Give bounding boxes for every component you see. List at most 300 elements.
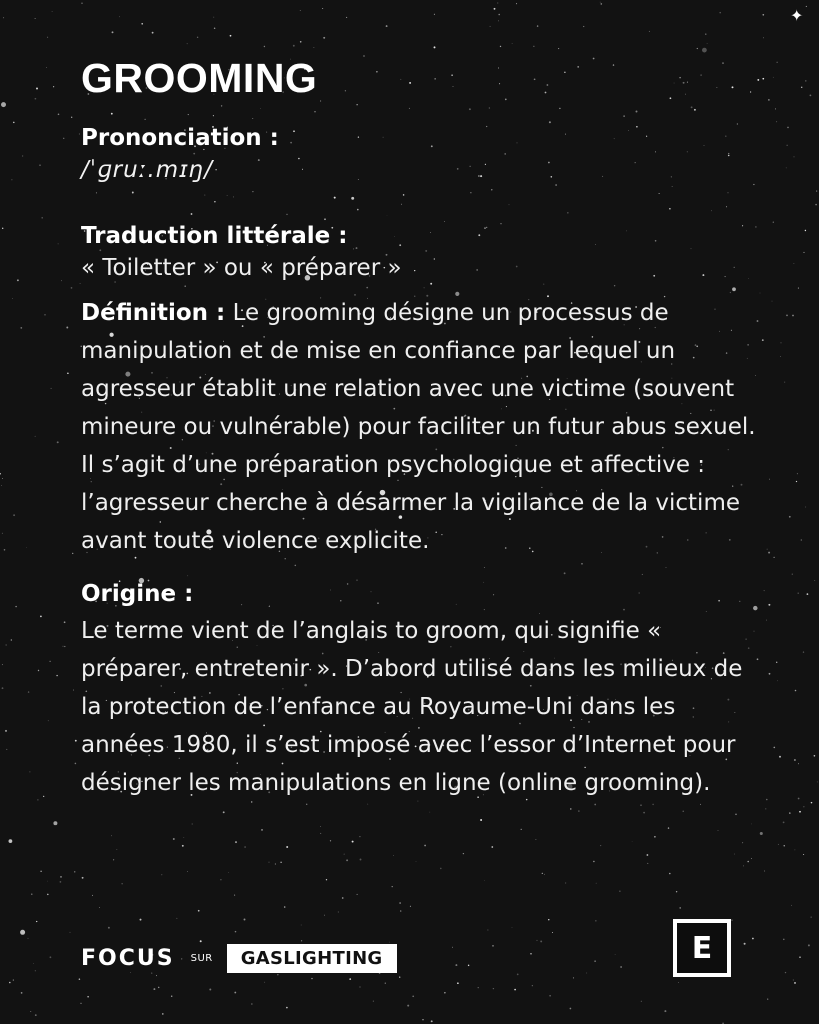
star [311,978,312,979]
star [807,593,809,595]
star [66,327,68,329]
star [764,590,765,591]
star [767,549,768,550]
star [751,824,752,825]
star [171,995,172,996]
brand-logo [673,919,731,977]
star [600,2,601,3]
star [6,749,7,750]
star [82,877,84,879]
star [346,859,348,861]
star [494,8,496,10]
star [787,145,788,146]
star [817,781,818,782]
star [697,48,698,49]
star [214,27,216,29]
star [763,37,764,38]
star [338,912,339,913]
star [79,978,81,980]
star [498,14,500,16]
star [786,168,787,169]
star [805,80,806,81]
star [63,646,64,647]
star [811,802,813,804]
page-title: GROOMING [81,55,318,101]
star [13,122,15,124]
series-tag: GASLIGHTING [227,944,397,973]
translation-label: Traduction littérale : [81,223,348,249]
star [92,895,93,896]
star [791,905,792,906]
star [360,987,361,988]
star [326,879,327,880]
star [300,41,302,43]
star [752,938,754,940]
star [751,858,752,859]
star [777,680,778,681]
star [264,982,265,983]
star [798,593,799,594]
star [40,871,41,872]
star [2,228,3,229]
star [533,46,534,47]
star [56,675,57,676]
star [805,507,806,508]
star [410,906,411,907]
star [20,930,25,935]
star [342,897,344,899]
star [286,1007,288,1009]
star [75,763,77,765]
star [422,1019,423,1020]
star [21,992,23,994]
star [52,11,53,12]
star [392,886,393,887]
star [773,77,774,78]
origin-label: Origine : [81,581,194,607]
star [71,287,73,289]
star [36,88,38,90]
star [112,31,114,33]
star [113,859,114,860]
star [803,806,804,807]
star [707,43,708,44]
star [323,37,325,39]
star [806,6,807,7]
star [244,919,246,921]
star [762,339,764,341]
star [647,863,648,864]
star [399,976,400,977]
star [33,963,34,964]
star [187,871,188,872]
star [197,37,198,38]
star [79,134,80,135]
star [532,985,533,986]
star [407,1005,409,1007]
star [789,812,791,814]
star [64,621,66,623]
star [815,204,817,206]
star [537,25,538,26]
star [798,798,800,800]
origin-section [81,576,761,802]
star [58,114,60,116]
star [29,771,30,772]
definition-section [81,294,761,560]
star [228,872,229,873]
star [22,155,23,156]
star [192,823,193,824]
star [796,481,797,482]
star [30,1011,31,1012]
star [797,473,798,474]
star [251,1003,252,1004]
star [28,691,29,692]
star [53,86,54,87]
star [773,557,774,558]
star [187,43,188,44]
star [9,839,13,843]
star [122,883,123,884]
star [400,910,402,912]
star [619,891,620,892]
star [811,917,812,918]
star [431,1020,433,1022]
star [26,547,27,548]
star [780,356,781,357]
sur-label: SUR [190,952,213,964]
star [776,662,777,663]
star [595,920,596,921]
star [593,861,594,862]
star [789,516,791,518]
star [669,873,671,875]
star [573,977,574,978]
star [565,882,566,883]
star [11,639,12,640]
star [111,835,112,836]
star [500,46,501,47]
star [346,17,347,18]
star [47,37,48,38]
pronunciation-label: Prononciation : [81,125,279,151]
logo-letter: E [691,930,713,966]
star [792,574,793,575]
star [35,98,37,100]
star [28,938,29,939]
star [814,755,816,757]
star [87,996,88,997]
star [487,930,488,931]
star [784,382,785,383]
star [357,894,358,895]
star [280,862,281,863]
star [764,871,765,872]
star [352,841,354,843]
star [583,26,584,27]
star [360,859,362,861]
star [799,956,801,958]
star [4,549,6,551]
star [158,987,160,989]
star [512,927,513,928]
star [801,540,802,541]
star [57,441,59,443]
star [490,26,491,27]
star [552,932,553,933]
star [320,826,321,827]
definition-label: Définition : [81,300,226,326]
star [213,17,214,18]
star [119,16,120,17]
origin-text: Le terme vient de l’anglais to groom, qui signifie « préparer, entretenir ». D’abord utilisé dans les milieux de la protection de l’enfance au Royaume-Uni dans les années 1980, il s’est imposé avec l’essor d’Internet pour désigner les manipulations en ligne (online grooming). [81,618,743,796]
star [80,1003,81,1004]
star [373,1001,374,1002]
star [497,3,498,4]
star [293,45,295,47]
star [177,918,178,919]
star [41,217,43,219]
star [61,280,62,281]
star [58,243,59,244]
star [416,861,417,862]
star [31,894,32,895]
star [777,62,778,63]
star [794,759,796,761]
star [440,868,442,870]
star [544,874,545,875]
star [620,966,622,968]
star [234,895,235,896]
translation-value: « Toiletter » ou « préparer » [81,255,402,281]
star [781,343,782,344]
star [744,943,746,945]
star [570,1008,572,1010]
star [209,989,211,991]
star [769,673,771,675]
star [47,894,49,896]
star [512,43,513,44]
star [261,829,263,831]
star [0,473,1,475]
star [801,87,802,88]
star [67,372,69,374]
star [141,23,143,25]
star [48,720,49,721]
star [514,989,516,991]
star [35,436,36,437]
star [53,821,57,825]
star [773,222,774,223]
star [548,919,549,920]
star [15,606,16,607]
star [783,939,784,940]
star [664,1010,666,1012]
star [743,865,744,866]
star [49,661,50,662]
star [434,46,436,48]
star [63,138,64,139]
star [747,861,749,863]
star [516,3,517,4]
star [760,832,763,835]
star [385,983,386,984]
star [498,21,499,22]
star [766,620,767,621]
star [632,841,633,842]
star [330,840,331,841]
star [324,915,325,916]
star [600,845,601,846]
star [484,880,485,881]
star [286,846,288,848]
star [794,263,795,264]
star [2,478,3,479]
star [230,35,232,37]
star [549,995,551,997]
star [39,165,40,166]
star [64,646,65,647]
star [785,972,786,973]
star [776,121,777,122]
star [320,833,321,834]
star [74,871,75,872]
star [772,301,773,302]
star [798,763,799,764]
star [183,837,184,838]
star [765,808,766,809]
star [601,3,603,5]
star [344,854,345,855]
star [35,970,36,971]
pronunciation-value: /ˈɡruː.mɪŋ/ [81,157,214,183]
star [444,992,445,993]
footer-branding [81,940,397,976]
star [269,862,270,863]
star [11,179,12,180]
star [768,99,770,101]
star [314,47,315,48]
star [455,964,457,966]
star [38,670,39,671]
star [814,580,815,581]
star [787,127,789,129]
star [70,932,71,933]
star [799,811,801,813]
star [491,846,493,848]
glossary-card [81,52,761,816]
star [810,95,812,97]
star [468,965,469,966]
star [492,945,493,946]
star [182,845,184,847]
star [424,845,426,847]
star [480,819,482,821]
star [668,827,669,828]
star [6,645,7,646]
star [778,844,779,845]
star [36,921,37,922]
star [734,854,735,855]
star [766,799,768,801]
star [153,988,155,990]
star [517,974,519,976]
star [5,730,7,732]
star [300,10,301,11]
star [795,850,796,851]
focus-label: FOCUS [81,945,175,971]
star [615,954,616,955]
star [434,14,435,15]
star [784,845,785,846]
star [17,279,19,281]
star [72,553,73,554]
star [783,822,785,824]
star [793,980,794,981]
star [275,863,276,864]
star [20,327,22,329]
star [322,8,323,9]
star [457,982,459,984]
star [742,842,743,843]
star [75,740,77,742]
star [60,876,61,877]
star [3,17,4,18]
star [284,906,286,908]
star [393,855,394,856]
star [596,883,597,884]
star [649,31,650,32]
star [767,999,768,1000]
star [676,891,677,892]
star [762,78,764,80]
star [558,48,559,49]
star [99,907,100,908]
star [530,953,532,955]
star [1,485,2,486]
star [773,747,775,749]
star [173,838,175,840]
star [718,830,719,831]
star [35,1014,37,1016]
star [679,907,681,909]
star [264,46,265,47]
star [537,940,538,941]
translation-section [81,220,761,284]
star [762,14,764,16]
star [452,947,453,948]
star [37,799,38,800]
star [235,931,237,933]
star [731,919,732,920]
star [795,690,797,692]
star [521,829,522,830]
star [2,533,3,534]
star [12,298,13,299]
star [719,12,721,14]
star [108,927,110,929]
star [162,1013,164,1015]
star [768,552,770,554]
star [71,117,72,118]
pronunciation-section [81,122,761,186]
star [13,514,15,516]
star [152,32,154,34]
star [803,854,804,855]
star [803,651,804,652]
star [786,315,788,317]
